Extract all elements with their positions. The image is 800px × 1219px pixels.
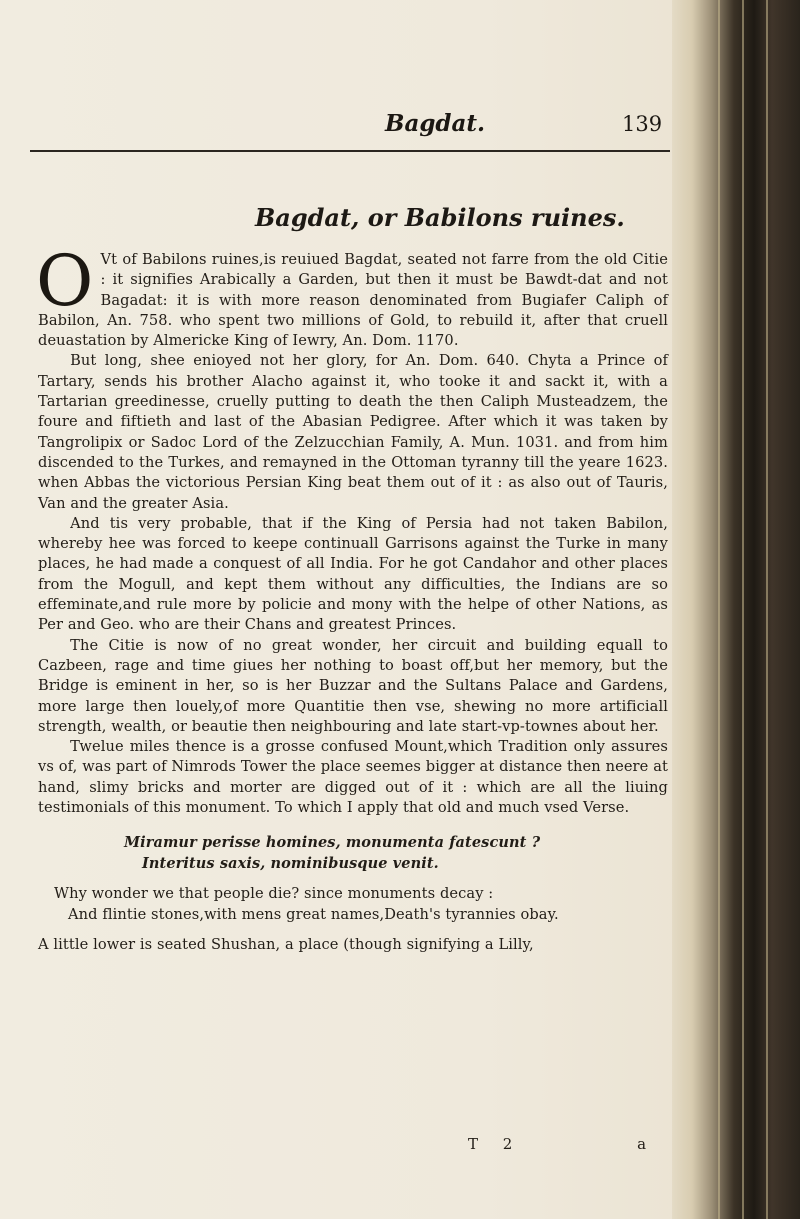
page-number: 139	[622, 112, 663, 136]
paragraph-5: Twelue miles thence is a grosse confused Mount,which Tradition only assures vs of, was part of Nimrods Tower the place seemes bigger at distance then neere at hand, slimy bricks and morter are digged out of it : which are all the liuing testimonials of this monument. To which I apply that old and much vsed Verse.	[38, 738, 668, 817]
running-head-title: Bagdat.	[385, 110, 486, 137]
closing-paragraph: A little lower is seated Shushan, a place (though signifying a Lilly,	[38, 935, 534, 953]
couplet-line-2: And flintie stones,with mens great names,Death's tyrannies obay.	[68, 905, 559, 923]
catchword: a	[637, 1135, 657, 1153]
couplet-line-1: Why wonder we that people die? since monuments decay :	[54, 885, 494, 903]
body-text	[36, 240, 668, 955]
paragraph-4: The Citie is now of no great wonder, her circuit and building equall to Cazbeen, rage and time giues her nothing to boast off,but her memory, but the Bridge is eminent in her, so is her Buzzar and the Sultans Palace and Gardens, more large then louely,of more Quantitie then vse, shewing no more artificiall strength, wealth, or beautie then neighbouring and late start-vp-townes about her.	[38, 636, 668, 735]
signature-marks	[468, 1135, 656, 1153]
paragraph-2: But long, shee enioyed not her glory, for An. Dom. 640. Chyta a Prince of Tartary, sends his brother Alacho against it, who tooke it and sackt it, with a Tartarian greedinesse, cruelly putting to death the then Caliph Musteadzem, the foure and fiftieth and last of the Abasian Pedigree. After which it was taken by Tangrolipix or Sadoc Lord of the Zelzucchian Family, A. Mun. 1031. and from him discended to the Turkes, and remayned in the Ottoman tyranny till the yeare 1623. when Abbas the victorious Persian King beat them out of it : as also out of Tauris, Van and the greater Asia.	[38, 352, 668, 512]
latin-verse-line-1: Miramur perisse homines, monumenta fatescunt ?	[124, 834, 541, 852]
latin-verse	[38, 832, 668, 874]
paragraph-3: And tis very probable, that if the King of Persia had not taken Babilon, whereby hee was forced to keepe continuall Garrisons against the Turke in many places, he had made a conquest of all India. For he got Candahor and other places from the Mogull, and kept them without any difficulties, the Indians are so effeminate,and rule more by policie and mony with the helpe of other Nations, as Per and Geo. who are their Chans and greatest Princes.	[38, 514, 668, 634]
latin-verse-line-2: Interitus saxis, nominibusque venit.	[142, 855, 439, 873]
running-head	[0, 110, 672, 150]
drop-cap: O	[36, 240, 94, 322]
header-rule	[30, 150, 670, 152]
paragraph-1: O Vt of Babilons ruines,is reuiued Bagdat, seated not farre from the old Citie : it signifies Arabically a Garden, but then it must be Bawdt-dat and not Bagadat: it is with more reason denominated from Bugiafer Caliph of Babilon, An. 758. who spent two millions of Gold, to rebuild it, after that cruell deuastation by Almericke King of Iewry, An. Dom. 1170.	[36, 240, 668, 350]
page-binding-edge	[672, 0, 800, 1219]
signature-mark: T 2	[468, 1135, 523, 1153]
english-couplet	[38, 884, 668, 925]
chapter-title: Bagdat, or Babilons ruines.	[255, 203, 625, 232]
